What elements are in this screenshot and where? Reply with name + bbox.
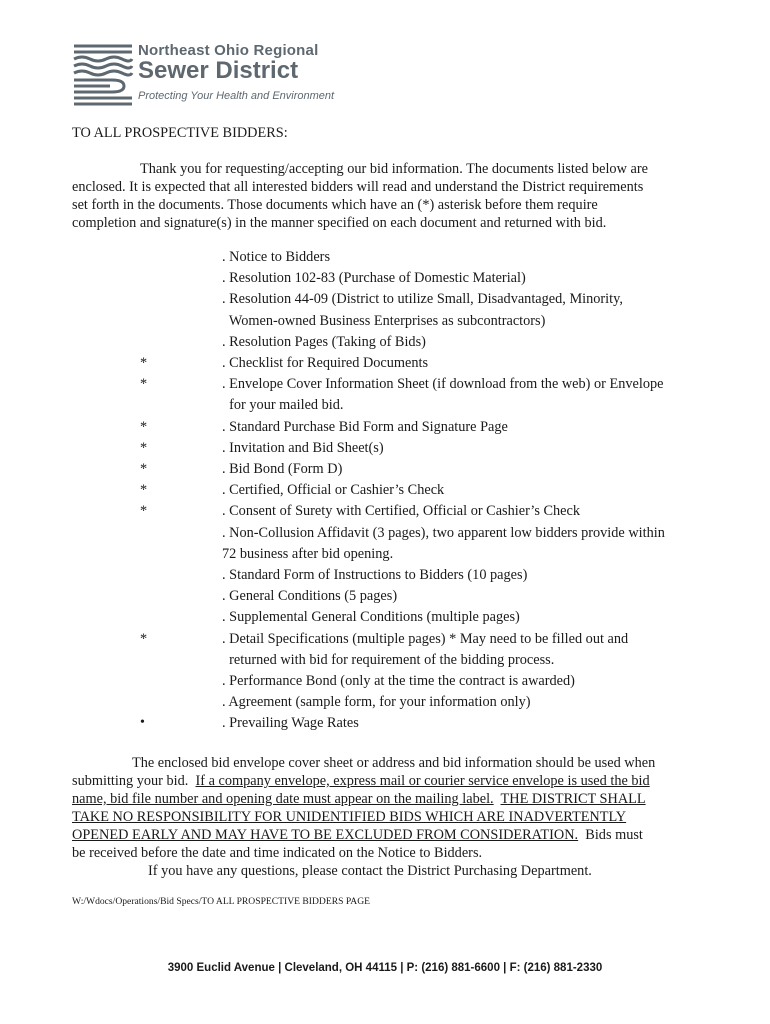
intro-line: Thank you for requesting/accepting our bid information. The documents listed below are [140, 161, 648, 177]
required-asterisk: * [140, 461, 148, 477]
document-list-item: . Resolution 44-09 (District to utilize Small, Disadvantaged, Minority, [222, 291, 623, 308]
bullet-marker: • [140, 715, 145, 731]
document-list-item: . Consent of Surety with Certified, Official or Cashier’s Check [222, 503, 581, 520]
document-list-item: . Non-Collusion Affidavit (3 pages), two apparent low bidders provide within [222, 524, 665, 541]
closing-text: Bids must [578, 827, 643, 843]
document-list-item: . Agreement (sample form, for your information only) [222, 694, 531, 711]
document-list-item: . Bid Bond (Form D) [222, 461, 343, 477]
document-list-item: . General Conditions (5 pages) [222, 588, 398, 605]
closing-underlined: THE DISTRICT SHALL [500, 791, 646, 807]
document-list-item: . Supplemental General Conditions (multiple pages) [222, 609, 520, 626]
document-list-item: . Performance Bond (only at the time the contract is awarded) [222, 673, 575, 689]
document-list-item: . Standard Purchase Bid Form and Signature Page [222, 418, 508, 435]
required-asterisk: * [140, 418, 148, 435]
closing-underlined: OPENED EARLY AND MAY HAVE TO BE EXCLUDED FROM CONSIDERATION. [72, 827, 579, 843]
footer-address: 3900 Euclid Avenue | Cleveland, OH 44115 | P: (216) 881-6600 | F: (216) 881-2330 [167, 962, 603, 974]
district-logo [72, 42, 335, 108]
document-list-item: . Certified, Official or Cashier’s Check [222, 482, 445, 499]
document-list-item: . Envelope Cover Information Sheet (if download from the web) or Envelope [222, 376, 664, 393]
closing-underlined: If a company envelope, express mail or courier service envelope is used the bid [195, 773, 650, 789]
required-asterisk: * [140, 355, 148, 371]
required-asterisk: * [140, 376, 148, 393]
closing-line: TAKE NO RESPONSIBILITY FOR UNIDENTIFIED BIDS WHICH ARE INADVERTENTLY [72, 809, 627, 825]
required-asterisk: * [140, 630, 148, 647]
document-list-item: . Resolution Pages (Taking of Bids) [222, 333, 426, 350]
document-list-item: . Resolution 102-83 (Purchase of Domestic Material) [222, 270, 526, 287]
document-list-item: . Prevailing Wage Rates [222, 715, 359, 732]
intro-line: set forth in the documents. Those documents which have an (*) asterisk before them require [72, 197, 598, 213]
required-asterisk: * [140, 482, 148, 499]
document-list-item: 72 business after bid opening. [222, 545, 394, 562]
document-list-item: for your mailed bid. [222, 397, 344, 414]
intro-line: completion and signature(s) in the manner specified on each document and returned with bid. [72, 215, 607, 231]
closing-line: The enclosed bid envelope cover sheet or address and bid information should be used when [132, 755, 656, 771]
document-list-item: . Notice to Bidders [222, 249, 331, 265]
document-list-item: . Detail Specifications (multiple pages) * May need to be filled out and [222, 630, 629, 647]
logo-line-2: Sewer District [138, 57, 299, 84]
logo-tagline: Protecting Your Health and Environment [138, 90, 335, 102]
required-asterisk: * [140, 439, 148, 456]
document-list-item: . Checklist for Required Documents [222, 355, 429, 371]
file-path: W:/Wdocs/Operations/Bid Specs/TO ALL PROSPECTIVE BIDDERS PAGE [72, 896, 371, 907]
salutation: TO ALL PROSPECTIVE BIDDERS: [72, 125, 288, 141]
intro-line: enclosed. It is expected that all interested bidders will read and understand the District requirements [72, 179, 644, 195]
document-list-item: Women-owned Business Enterprises as subcontractors) [222, 312, 546, 329]
required-asterisk: * [140, 503, 148, 520]
closing-line [72, 790, 646, 808]
document-list-item: returned with bid for requirement of the bidding process. [222, 651, 555, 668]
closing-text: submitting your bid. [72, 773, 196, 789]
closing-underlined: name, bid file number and opening date must appear on the mailing label. [72, 791, 494, 807]
document-list-item: . Invitation and Bid Sheet(s) [222, 439, 384, 456]
closing-line: If you have any questions, please contact the District Purchasing Department. [148, 863, 592, 879]
closing-line [72, 826, 643, 844]
document-list-item: . Standard Form of Instructions to Bidders (10 pages) [222, 567, 528, 583]
closing-text [494, 791, 501, 807]
logo-line-1: Northeast Ohio Regional [138, 42, 319, 59]
closing-line: be received before the date and time indicated on the Notice to Bidders. [72, 845, 483, 861]
closing-line [72, 772, 650, 790]
waves-icon [72, 42, 134, 106]
